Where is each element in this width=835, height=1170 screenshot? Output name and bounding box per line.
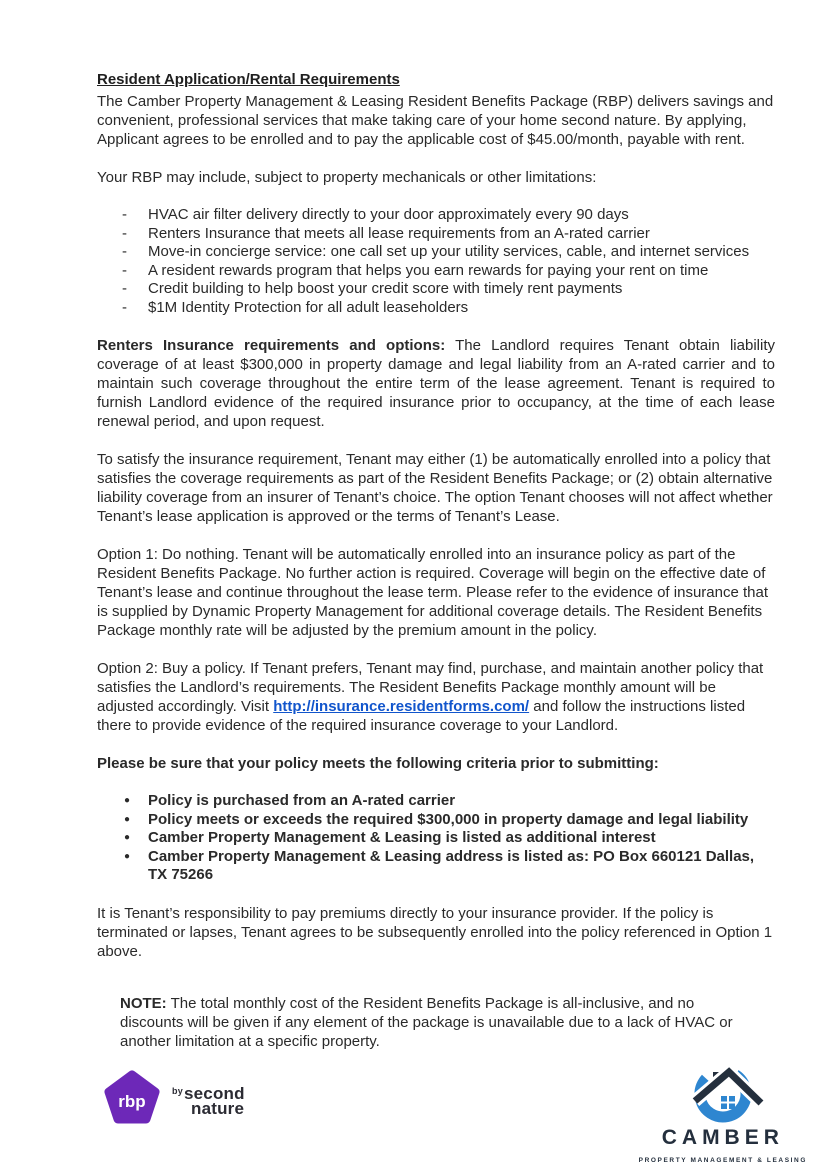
- list-item: - A resident rewards program that helps you earn rewards for paying your rent on time: [97, 262, 775, 281]
- list-item: ● Camber Property Management & Leasing is listed as additional interest: [97, 829, 775, 848]
- satisfy-requirement-paragraph: To satisfy the insurance requirement, Tenant may either (1) be automatically enrolled into a policy that satisfies the coverage requirements as part of the Resident Benefits Package; or (2) obtain alternative liability coverage from an insurer of Tenant’s choice. The option Tenant chooses will not affect whether Tenant’s lease application is approved or the terms of Tenant’s Lease.: [97, 451, 773, 525]
- option2-text-after: and follow the instructions listed there to provide evidence of the required insurance coverage to your Landlord.: [97, 698, 746, 734]
- list-item: - HVAC air filter delivery directly to your door approximately every 90 days: [97, 206, 775, 225]
- note-label: NOTE:: [120, 994, 167, 1012]
- option2-paragraph: [97, 659, 775, 735]
- criteria-heading: Please be sure that your policy meets the following criteria prior to submitting:: [97, 755, 659, 772]
- rbp-badge-icon: [100, 1067, 164, 1133]
- second-nature-wordmark: [172, 1084, 245, 1116]
- rbp-benefits-list: [97, 206, 775, 317]
- note-paragraph: [120, 994, 745, 1051]
- second-nature-line2: nature: [191, 1098, 245, 1118]
- list-item: - Renters Insurance that meets all lease requirements from an A-rated carrier: [97, 225, 775, 244]
- option2-text-before: Option 2: Buy a policy. If Tenant prefers, Tenant may find, purchase, and maintain another policy that satisfies the Landlord’s requirements. The Resident Benefits Package monthly amount will be adjusted accordingly. Visit: [97, 660, 764, 715]
- footer-logos: [100, 1067, 807, 1170]
- renters-insurance-body: The Landlord requires Tenant obtain liability coverage of at least $300,000 in property damage and legal liability from an A-rated carrier and to maintain such coverage throughout the entire term of the lease agreement. Tenant is required to furnish Landlord evidence of the required insurance prior to occupancy, at the time of each lease renewal period, and upon request.: [97, 337, 775, 430]
- camber-logo: [639, 1059, 807, 1170]
- intro-paragraph: The Camber Property Management & Leasing Resident Benefits Package (RBP) delivers savings and convenient, professional services that make taking care of your home second nature. By applying, Applicant agrees to be enrolled and to pay the applicable cost of $45.00/month, payable with rent.: [97, 93, 774, 148]
- policy-criteria-list: [97, 792, 775, 885]
- option1-paragraph: Option 1: Do nothing. Tenant will be automatically enrolled into an insurance policy as part of the Resident Benefits Package. No further action is required. Coverage will begin on the effective date of Tenant’s lease and continue throughout the lease term. Please refer to the evidence of insurance that is supplied by Dynamic Property Management for additional coverage details. The Resident Benefits Package monthly rate will be adjusted by the premium amount in the policy.: [97, 546, 768, 639]
- camber-house-icon: [671, 1059, 775, 1125]
- list-item: - Move-in concierge service: one call set up your utility services, cable, and internet services: [97, 243, 775, 262]
- page-title: Resident Application/Rental Requirements: [97, 71, 400, 88]
- insurance-residentforms-link[interactable]: http://insurance.residentforms.com/: [273, 698, 530, 715]
- svg-text:rbp: rbp: [118, 1091, 146, 1111]
- renters-insurance-heading: Renters Insurance requirements and options:: [97, 337, 446, 354]
- by-label: by: [172, 1085, 183, 1096]
- list-item: ● Camber Property Management & Leasing address is listed as: PO Box 660121 Dallas, TX 75266: [97, 848, 775, 885]
- list-item: ● Policy meets or exceeds the required $300,000 in property damage and legal liability: [97, 811, 775, 830]
- list-item: - $1M Identity Protection for all adult leaseholders: [97, 299, 775, 318]
- note-body: The total monthly cost of the Resident Benefits Package is all-inclusive, and no discounts will be given if any element of the package is unavailable due to a lack of HVAC or another limitation at a specific property.: [120, 994, 733, 1050]
- rbp-second-nature-logo: [100, 1067, 245, 1133]
- rbp-include-line: Your RBP may include, subject to property mechanicals or other limitations:: [97, 169, 597, 186]
- list-item: ● Policy is purchased from an A-rated carrier: [97, 792, 775, 811]
- renters-insurance-paragraph: [97, 336, 775, 431]
- camber-tagline: PROPERTY MANAGEMENT & LEASING: [638, 1156, 807, 1164]
- camber-name: CAMBER: [661, 1125, 784, 1149]
- list-item: - Credit building to help boost your credit score with timely rent payments: [97, 280, 775, 299]
- responsibility-paragraph: It is Tenant’s responsibility to pay premiums directly to your insurance provider. If the policy is terminated or lapses, Tenant agrees to be subsequently enrolled into the policy referenced in Option 1 above.: [97, 904, 773, 960]
- second-nature-line1: second: [184, 1083, 245, 1103]
